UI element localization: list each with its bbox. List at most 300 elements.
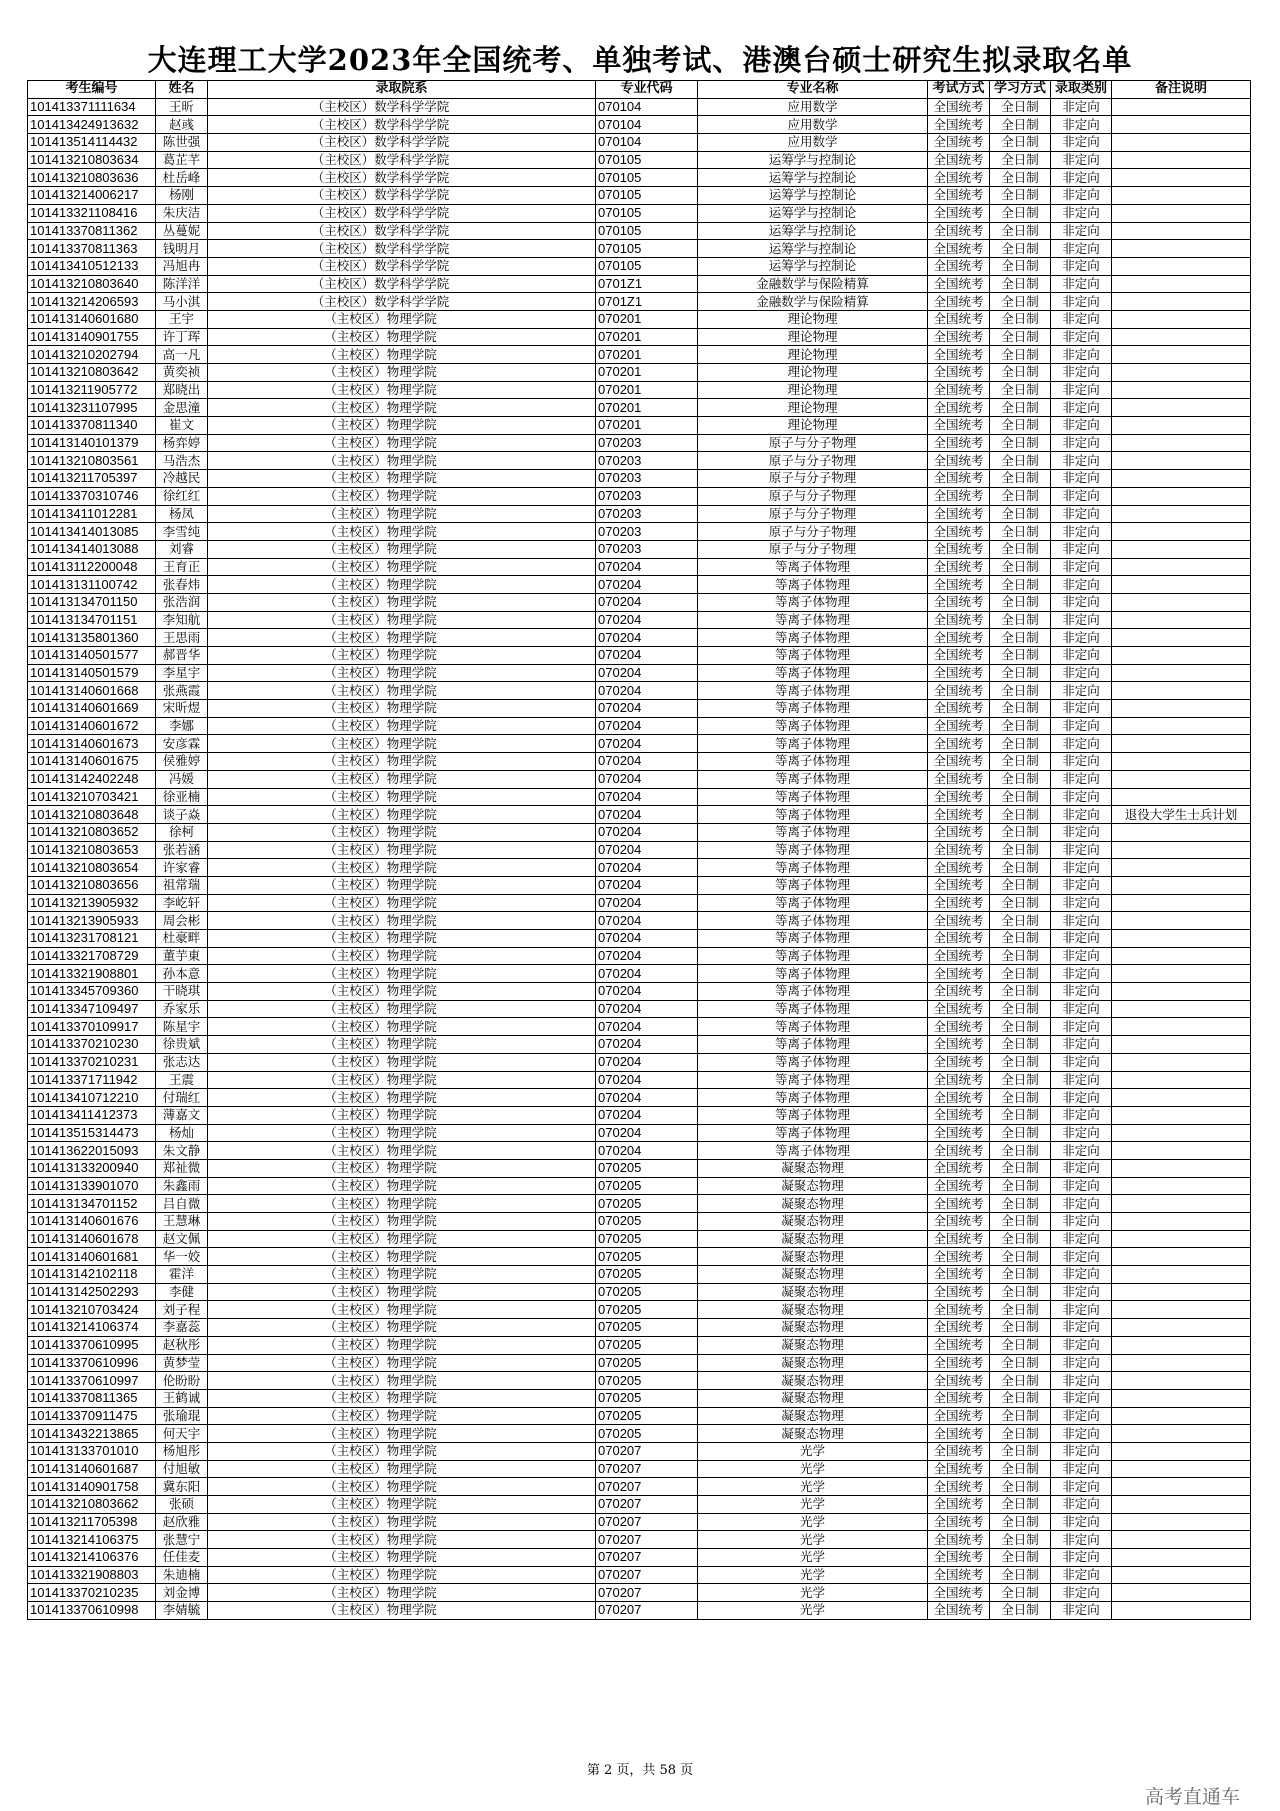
cell-admission-type: 非定向 bbox=[1051, 1496, 1112, 1514]
cell-exam-id: 101413140901755 bbox=[28, 328, 156, 346]
table-row bbox=[28, 735, 1251, 753]
cell-exam-id: 101413347109497 bbox=[28, 1000, 156, 1018]
cell-study-mode: 全日制 bbox=[990, 876, 1051, 894]
cell-name: 霍洋 bbox=[156, 1266, 208, 1284]
table-row bbox=[28, 930, 1251, 948]
cell-department: （主校区）物理学院 bbox=[208, 859, 596, 877]
cell-major-code: 070205 bbox=[596, 1319, 698, 1337]
cell-remarks bbox=[1112, 1177, 1251, 1195]
cell-admission-type: 非定向 bbox=[1051, 1142, 1112, 1160]
cell-admission-type: 非定向 bbox=[1051, 788, 1112, 806]
cell-study-mode: 全日制 bbox=[990, 381, 1051, 399]
cell-major-name: 凝聚态物理 bbox=[698, 1354, 928, 1372]
cell-exam-id: 101413370210235 bbox=[28, 1584, 156, 1602]
cell-exam-method: 全国统考 bbox=[928, 1354, 990, 1372]
cell-exam-method: 全国统考 bbox=[928, 930, 990, 948]
page-number: 第 2 页，共 58 页 bbox=[586, 1763, 694, 1778]
cell-study-mode: 全日制 bbox=[990, 965, 1051, 983]
cell-study-mode: 全日制 bbox=[990, 558, 1051, 576]
cell-name: 王宇 bbox=[156, 310, 208, 328]
cell-study-mode: 全日制 bbox=[990, 1159, 1051, 1177]
cell-study-mode: 全日制 bbox=[990, 151, 1051, 169]
cell-major-code: 070205 bbox=[596, 1177, 698, 1195]
table-row bbox=[28, 1248, 1251, 1266]
cell-department: （主校区）物理学院 bbox=[208, 1230, 596, 1248]
cell-remarks bbox=[1112, 1336, 1251, 1354]
cell-name: 张浩润 bbox=[156, 593, 208, 611]
cell-major-name: 凝聚态物理 bbox=[698, 1195, 928, 1213]
cell-exam-method: 全国统考 bbox=[928, 647, 990, 665]
cell-study-mode: 全日制 bbox=[990, 346, 1051, 364]
cell-exam-method: 全国统考 bbox=[928, 1301, 990, 1319]
cell-study-mode: 全日制 bbox=[990, 222, 1051, 240]
table-row bbox=[28, 452, 1251, 470]
cell-major-name: 等离子体物理 bbox=[698, 983, 928, 1001]
cell-major-code: 070204 bbox=[596, 1018, 698, 1036]
table-row bbox=[28, 1266, 1251, 1284]
cell-admission-type: 非定向 bbox=[1051, 1425, 1112, 1443]
table-row bbox=[28, 1531, 1251, 1549]
cell-study-mode: 全日制 bbox=[990, 204, 1051, 222]
cell-major-name: 应用数学 bbox=[698, 116, 928, 134]
cell-study-mode: 全日制 bbox=[990, 1195, 1051, 1213]
cell-exam-id: 101413133901070 bbox=[28, 1177, 156, 1195]
cell-admission-type: 非定向 bbox=[1051, 1177, 1112, 1195]
cell-name: 张瑜琨 bbox=[156, 1407, 208, 1425]
cell-major-code: 070205 bbox=[596, 1354, 698, 1372]
cell-study-mode: 全日制 bbox=[990, 1496, 1051, 1514]
cell-study-mode: 全日制 bbox=[990, 417, 1051, 435]
cell-study-mode: 全日制 bbox=[990, 505, 1051, 523]
cell-exam-id: 101413210803642 bbox=[28, 364, 156, 382]
cell-exam-id: 101413213905933 bbox=[28, 912, 156, 930]
cell-name: 冷越民 bbox=[156, 470, 208, 488]
table-row bbox=[28, 257, 1251, 275]
cell-exam-id: 101413135801360 bbox=[28, 629, 156, 647]
cell-name: 金思潼 bbox=[156, 399, 208, 417]
cell-exam-id: 101413370811365 bbox=[28, 1389, 156, 1407]
table-row bbox=[28, 1036, 1251, 1054]
cell-major-name: 等离子体物理 bbox=[698, 1053, 928, 1071]
cell-exam-method: 全国统考 bbox=[928, 700, 990, 718]
cell-major-code: 070207 bbox=[596, 1478, 698, 1496]
table-row bbox=[28, 1053, 1251, 1071]
cell-major-code: 070207 bbox=[596, 1566, 698, 1584]
cell-admission-type: 非定向 bbox=[1051, 558, 1112, 576]
cell-name: 孙本意 bbox=[156, 965, 208, 983]
cell-major-code: 070205 bbox=[596, 1266, 698, 1284]
cell-exam-id: 101413411412373 bbox=[28, 1106, 156, 1124]
cell-exam-method: 全国统考 bbox=[928, 134, 990, 152]
cell-exam-method: 全国统考 bbox=[928, 735, 990, 753]
table-row bbox=[28, 1018, 1251, 1036]
cell-major-code: 070207 bbox=[596, 1496, 698, 1514]
cell-remarks bbox=[1112, 1106, 1251, 1124]
table-row bbox=[28, 576, 1251, 594]
cell-department: （主校区）物理学院 bbox=[208, 1177, 596, 1195]
cell-exam-id: 101413370310746 bbox=[28, 487, 156, 505]
cell-department: （主校区）物理学院 bbox=[208, 664, 596, 682]
cell-major-code: 070201 bbox=[596, 417, 698, 435]
cell-exam-method: 全国统考 bbox=[928, 346, 990, 364]
cell-name: 张若涵 bbox=[156, 841, 208, 859]
table-row bbox=[28, 841, 1251, 859]
cell-exam-method: 全国统考 bbox=[928, 417, 990, 435]
cell-department: （主校区）物理学院 bbox=[208, 1478, 596, 1496]
cell-major-code: 070204 bbox=[596, 1071, 698, 1089]
cell-department: （主校区）物理学院 bbox=[208, 1142, 596, 1160]
cell-major-name: 原子与分子物理 bbox=[698, 470, 928, 488]
cell-admission-type: 非定向 bbox=[1051, 523, 1112, 541]
cell-admission-type: 非定向 bbox=[1051, 593, 1112, 611]
cell-remarks bbox=[1112, 611, 1251, 629]
cell-name: 徐柯 bbox=[156, 823, 208, 841]
table-row bbox=[28, 947, 1251, 965]
cell-department: （主校区）数学科学学院 bbox=[208, 293, 596, 311]
cell-admission-type: 非定向 bbox=[1051, 346, 1112, 364]
cell-department: （主校区）物理学院 bbox=[208, 876, 596, 894]
cell-remarks bbox=[1112, 1283, 1251, 1301]
cell-department: （主校区）物理学院 bbox=[208, 417, 596, 435]
cell-department: （主校区）物理学院 bbox=[208, 1283, 596, 1301]
cell-admission-type: 非定向 bbox=[1051, 417, 1112, 435]
cell-major-name: 应用数学 bbox=[698, 98, 928, 116]
cell-major-name: 光学 bbox=[698, 1549, 928, 1567]
table-row bbox=[28, 1549, 1251, 1567]
cell-department: （主校区）物理学院 bbox=[208, 346, 596, 364]
cell-exam-method: 全国统考 bbox=[928, 1407, 990, 1425]
cell-admission-type: 非定向 bbox=[1051, 1513, 1112, 1531]
cell-major-code: 070204 bbox=[596, 947, 698, 965]
cell-exam-method: 全国统考 bbox=[928, 859, 990, 877]
cell-department: （主校区）数学科学学院 bbox=[208, 116, 596, 134]
cell-remarks bbox=[1112, 1372, 1251, 1390]
cell-remarks bbox=[1112, 1301, 1251, 1319]
cell-department: （主校区）物理学院 bbox=[208, 1336, 596, 1354]
cell-exam-method: 全国统考 bbox=[928, 1089, 990, 1107]
cell-exam-method: 全国统考 bbox=[928, 1071, 990, 1089]
cell-exam-method: 全国统考 bbox=[928, 470, 990, 488]
cell-name: 杨旭彤 bbox=[156, 1442, 208, 1460]
cell-name: 马浩杰 bbox=[156, 452, 208, 470]
cell-admission-type: 非定向 bbox=[1051, 576, 1112, 594]
cell-department: （主校区）物理学院 bbox=[208, 682, 596, 700]
cell-exam-id: 101413321708729 bbox=[28, 947, 156, 965]
cell-major-code: 070204 bbox=[596, 558, 698, 576]
cell-major-name: 等离子体物理 bbox=[698, 664, 928, 682]
cell-major-code: 070105 bbox=[596, 222, 698, 240]
cell-exam-method: 全国统考 bbox=[928, 983, 990, 1001]
table-row bbox=[28, 523, 1251, 541]
cell-exam-id: 101413140601676 bbox=[28, 1213, 156, 1231]
cell-department: （主校区）物理学院 bbox=[208, 399, 596, 417]
cell-department: （主校区）物理学院 bbox=[208, 753, 596, 771]
cell-department: （主校区）物理学院 bbox=[208, 647, 596, 665]
cell-department: （主校区）物理学院 bbox=[208, 1566, 596, 1584]
cell-remarks bbox=[1112, 417, 1251, 435]
cell-exam-method: 全国统考 bbox=[928, 576, 990, 594]
cell-department: （主校区）物理学院 bbox=[208, 1513, 596, 1531]
cell-department: （主校区）物理学院 bbox=[208, 841, 596, 859]
cell-study-mode: 全日制 bbox=[990, 647, 1051, 665]
cell-name: 王思雨 bbox=[156, 629, 208, 647]
cell-major-name: 原子与分子物理 bbox=[698, 505, 928, 523]
cell-name: 钱明月 bbox=[156, 240, 208, 258]
cell-department: （主校区）物理学院 bbox=[208, 1549, 596, 1567]
cell-major-code: 070105 bbox=[596, 187, 698, 205]
cell-department: （主校区）物理学院 bbox=[208, 1018, 596, 1036]
table-row bbox=[28, 222, 1251, 240]
cell-admission-type: 非定向 bbox=[1051, 452, 1112, 470]
cell-name: 王昕 bbox=[156, 98, 208, 116]
table-row bbox=[28, 1425, 1251, 1443]
cell-study-mode: 全日制 bbox=[990, 134, 1051, 152]
cell-admission-type: 非定向 bbox=[1051, 1018, 1112, 1036]
cell-major-code: 070203 bbox=[596, 434, 698, 452]
table-row bbox=[28, 1159, 1251, 1177]
cell-study-mode: 全日制 bbox=[990, 98, 1051, 116]
cell-department: （主校区）数学科学学院 bbox=[208, 204, 596, 222]
table-row bbox=[28, 859, 1251, 877]
cell-remarks bbox=[1112, 1442, 1251, 1460]
cell-major-name: 等离子体物理 bbox=[698, 947, 928, 965]
cell-department: （主校区）数学科学学院 bbox=[208, 240, 596, 258]
cell-name: 安彦霖 bbox=[156, 735, 208, 753]
cell-department: （主校区）物理学院 bbox=[208, 558, 596, 576]
cell-study-mode: 全日制 bbox=[990, 770, 1051, 788]
cell-admission-type: 非定向 bbox=[1051, 841, 1112, 859]
cell-admission-type: 非定向 bbox=[1051, 1407, 1112, 1425]
table-row bbox=[28, 204, 1251, 222]
cell-admission-type: 非定向 bbox=[1051, 664, 1112, 682]
cell-admission-type: 非定向 bbox=[1051, 293, 1112, 311]
cell-exam-method: 全国统考 bbox=[928, 1000, 990, 1018]
table-row bbox=[28, 965, 1251, 983]
cell-name: 周会彬 bbox=[156, 912, 208, 930]
table-row bbox=[28, 1460, 1251, 1478]
cell-admission-type: 非定向 bbox=[1051, 134, 1112, 152]
table-row bbox=[28, 275, 1251, 293]
table-row bbox=[28, 540, 1251, 558]
cell-study-mode: 全日制 bbox=[990, 310, 1051, 328]
table-row bbox=[28, 1566, 1251, 1584]
cell-admission-type: 非定向 bbox=[1051, 1124, 1112, 1142]
cell-exam-id: 101413140901758 bbox=[28, 1478, 156, 1496]
cell-major-name: 等离子体物理 bbox=[698, 965, 928, 983]
cell-study-mode: 全日制 bbox=[990, 682, 1051, 700]
cell-name: 张志达 bbox=[156, 1053, 208, 1071]
cell-exam-method: 全国统考 bbox=[928, 1213, 990, 1231]
cell-study-mode: 全日制 bbox=[990, 434, 1051, 452]
table-row bbox=[28, 310, 1251, 328]
cell-major-code: 070105 bbox=[596, 151, 698, 169]
table-row bbox=[28, 293, 1251, 311]
cell-exam-id: 101413134701151 bbox=[28, 611, 156, 629]
cell-exam-id: 101413370911475 bbox=[28, 1407, 156, 1425]
cell-department: （主校区）物理学院 bbox=[208, 1301, 596, 1319]
cell-name: 朱鑫雨 bbox=[156, 1177, 208, 1195]
cell-study-mode: 全日制 bbox=[990, 1336, 1051, 1354]
cell-exam-id: 101413213905932 bbox=[28, 894, 156, 912]
cell-major-name: 等离子体物理 bbox=[698, 576, 928, 594]
cell-admission-type: 非定向 bbox=[1051, 947, 1112, 965]
cell-name: 吕自微 bbox=[156, 1195, 208, 1213]
cell-admission-type: 非定向 bbox=[1051, 310, 1112, 328]
cell-major-code: 070205 bbox=[596, 1425, 698, 1443]
cell-exam-method: 全国统考 bbox=[928, 1389, 990, 1407]
cell-exam-method: 全国统考 bbox=[928, 1159, 990, 1177]
cell-admission-type: 非定向 bbox=[1051, 823, 1112, 841]
cell-admission-type: 非定向 bbox=[1051, 1301, 1112, 1319]
cell-major-code: 070204 bbox=[596, 1124, 698, 1142]
cell-name: 乔家乐 bbox=[156, 1000, 208, 1018]
cell-name: 许家睿 bbox=[156, 859, 208, 877]
cell-study-mode: 全日制 bbox=[990, 576, 1051, 594]
cell-major-code: 0701Z1 bbox=[596, 293, 698, 311]
cell-study-mode: 全日制 bbox=[990, 1372, 1051, 1390]
cell-major-name: 运筹学与控制论 bbox=[698, 187, 928, 205]
cell-department: （主校区）物理学院 bbox=[208, 629, 596, 647]
cell-exam-method: 全国统考 bbox=[928, 629, 990, 647]
cell-study-mode: 全日制 bbox=[990, 523, 1051, 541]
cell-major-code: 070204 bbox=[596, 717, 698, 735]
cell-name: 祖常瑞 bbox=[156, 876, 208, 894]
cell-name: 黄奕祯 bbox=[156, 364, 208, 382]
cell-study-mode: 全日制 bbox=[990, 1584, 1051, 1602]
cell-study-mode: 全日制 bbox=[990, 1283, 1051, 1301]
cell-major-code: 070203 bbox=[596, 452, 698, 470]
cell-department: （主校区）物理学院 bbox=[208, 487, 596, 505]
cell-exam-id: 101413210803648 bbox=[28, 806, 156, 824]
cell-department: （主校区）物理学院 bbox=[208, 381, 596, 399]
cell-major-code: 070207 bbox=[596, 1513, 698, 1531]
cell-major-code: 070203 bbox=[596, 487, 698, 505]
cell-remarks: 退役大学生士兵计划 bbox=[1112, 806, 1251, 824]
cell-remarks bbox=[1112, 523, 1251, 541]
cell-major-code: 070207 bbox=[596, 1549, 698, 1567]
cell-name: 冀东阳 bbox=[156, 1478, 208, 1496]
cell-admission-type: 非定向 bbox=[1051, 540, 1112, 558]
cell-study-mode: 全日制 bbox=[990, 187, 1051, 205]
table-body bbox=[28, 98, 1251, 1619]
cell-exam-method: 全国统考 bbox=[928, 399, 990, 417]
cell-major-code: 070204 bbox=[596, 1036, 698, 1054]
cell-remarks bbox=[1112, 1053, 1251, 1071]
cell-major-name: 等离子体物理 bbox=[698, 753, 928, 771]
cell-remarks bbox=[1112, 629, 1251, 647]
cell-major-code: 070204 bbox=[596, 753, 698, 771]
cell-department: （主校区）物理学院 bbox=[208, 1602, 596, 1620]
cell-exam-id: 101413231107995 bbox=[28, 399, 156, 417]
cell-admission-type: 非定向 bbox=[1051, 381, 1112, 399]
cell-major-code: 070204 bbox=[596, 823, 698, 841]
cell-major-name: 等离子体物理 bbox=[698, 1106, 928, 1124]
cell-study-mode: 全日制 bbox=[990, 611, 1051, 629]
cell-study-mode: 全日制 bbox=[990, 1478, 1051, 1496]
cell-major-name: 理论物理 bbox=[698, 399, 928, 417]
cell-exam-method: 全国统考 bbox=[928, 823, 990, 841]
cell-exam-id: 101413410712210 bbox=[28, 1089, 156, 1107]
cell-name: 华一姣 bbox=[156, 1248, 208, 1266]
cell-name: 许丁珲 bbox=[156, 328, 208, 346]
cell-study-mode: 全日制 bbox=[990, 1531, 1051, 1549]
cell-department: （主校区）物理学院 bbox=[208, 1124, 596, 1142]
table-row bbox=[28, 346, 1251, 364]
cell-major-name: 等离子体物理 bbox=[698, 930, 928, 948]
cell-admission-type: 非定向 bbox=[1051, 1336, 1112, 1354]
cell-major-name: 运筹学与控制论 bbox=[698, 204, 928, 222]
cell-exam-id: 101413140501579 bbox=[28, 664, 156, 682]
cell-department: （主校区）数学科学学院 bbox=[208, 275, 596, 293]
cell-name: 冯旭冉 bbox=[156, 257, 208, 275]
cell-admission-type: 非定向 bbox=[1051, 1389, 1112, 1407]
cell-major-name: 凝聚态物理 bbox=[698, 1336, 928, 1354]
cell-exam-method: 全国统考 bbox=[928, 505, 990, 523]
table-row bbox=[28, 806, 1251, 824]
cell-department: （主校区）物理学院 bbox=[208, 470, 596, 488]
cell-major-name: 等离子体物理 bbox=[698, 611, 928, 629]
cell-remarks bbox=[1112, 169, 1251, 187]
cell-admission-type: 非定向 bbox=[1051, 470, 1112, 488]
cell-major-name: 光学 bbox=[698, 1478, 928, 1496]
table-row bbox=[28, 1106, 1251, 1124]
cell-exam-id: 101413370610995 bbox=[28, 1336, 156, 1354]
cell-major-name: 原子与分子物理 bbox=[698, 452, 928, 470]
cell-department: （主校区）物理学院 bbox=[208, 364, 596, 382]
cell-major-code: 070207 bbox=[596, 1531, 698, 1549]
cell-exam-id: 101413214006217 bbox=[28, 187, 156, 205]
cell-exam-method: 全国统考 bbox=[928, 1584, 990, 1602]
cell-admission-type: 非定向 bbox=[1051, 151, 1112, 169]
cell-study-mode: 全日制 bbox=[990, 664, 1051, 682]
cell-name: 赵文佩 bbox=[156, 1230, 208, 1248]
cell-remarks bbox=[1112, 505, 1251, 523]
cell-exam-method: 全国统考 bbox=[928, 169, 990, 187]
cell-major-name: 凝聚态物理 bbox=[698, 1372, 928, 1390]
cell-exam-method: 全国统考 bbox=[928, 1372, 990, 1390]
cell-major-name: 等离子体物理 bbox=[698, 788, 928, 806]
cell-exam-method: 全国统考 bbox=[928, 1124, 990, 1142]
cell-admission-type: 非定向 bbox=[1051, 169, 1112, 187]
cell-major-name: 等离子体物理 bbox=[698, 876, 928, 894]
cell-remarks bbox=[1112, 399, 1251, 417]
cell-name: 任佳麦 bbox=[156, 1549, 208, 1567]
cell-department: （主校区）物理学院 bbox=[208, 735, 596, 753]
header-study-mode: 学习方式 bbox=[990, 81, 1051, 99]
cell-name: 葛芷芊 bbox=[156, 151, 208, 169]
cell-exam-method: 全国统考 bbox=[928, 753, 990, 771]
cell-name: 丛蔓妮 bbox=[156, 222, 208, 240]
cell-name: 王育正 bbox=[156, 558, 208, 576]
table-row bbox=[28, 1124, 1251, 1142]
cell-remarks bbox=[1112, 381, 1251, 399]
cell-department: （主校区）物理学院 bbox=[208, 965, 596, 983]
cell-exam-id: 101413410512133 bbox=[28, 257, 156, 275]
cell-admission-type: 非定向 bbox=[1051, 1089, 1112, 1107]
cell-major-code: 070105 bbox=[596, 240, 698, 258]
cell-major-name: 原子与分子物理 bbox=[698, 523, 928, 541]
cell-remarks bbox=[1112, 1513, 1251, 1531]
cell-remarks bbox=[1112, 470, 1251, 488]
cell-major-code: 070105 bbox=[596, 257, 698, 275]
admission-table bbox=[27, 80, 1251, 1620]
cell-department: （主校区）物理学院 bbox=[208, 947, 596, 965]
cell-admission-type: 非定向 bbox=[1051, 682, 1112, 700]
cell-study-mode: 全日制 bbox=[990, 116, 1051, 134]
cell-admission-type: 非定向 bbox=[1051, 1000, 1112, 1018]
cell-exam-id: 101413371111634 bbox=[28, 98, 156, 116]
cell-remarks bbox=[1112, 151, 1251, 169]
